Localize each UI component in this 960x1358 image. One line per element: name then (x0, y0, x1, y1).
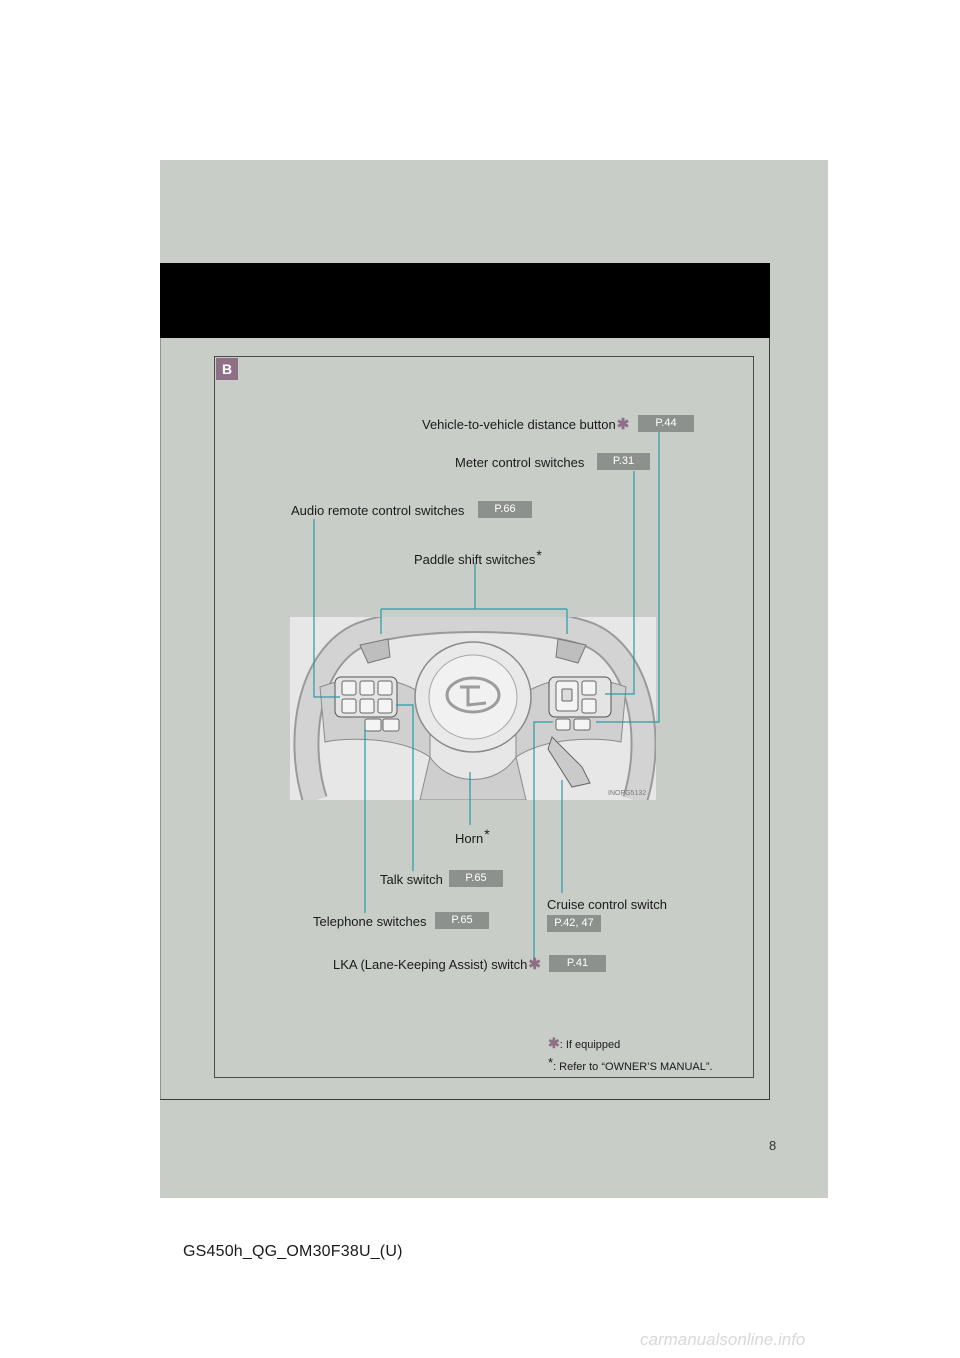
header-band (160, 263, 770, 338)
label-audio-remote: Audio remote control switches (291, 503, 465, 518)
footnote-owners-manual (548, 1056, 713, 1074)
photo-code: INOPG5132 (608, 790, 647, 797)
footnote-if-equipped (548, 1036, 620, 1052)
ref-audio-remote[interactable]: P.66 (478, 501, 532, 518)
owners-manual-mark: * (536, 547, 542, 563)
steering-wheel-illustration (290, 617, 656, 800)
label-vehicle-distance (422, 417, 629, 433)
ref-talk-switch[interactable]: P.65 (449, 870, 503, 887)
label-paddle-shift-text: Paddle shift switches (414, 552, 536, 567)
label-horn (455, 826, 490, 847)
ref-meter-control[interactable]: P.31 (597, 453, 650, 470)
label-lka (333, 957, 541, 973)
label-horn-text: Horn (455, 831, 484, 846)
if-equipped-mark: ✱ (548, 1035, 560, 1051)
frame-rule-right (769, 338, 770, 1100)
footnote-if-equipped-text: : If equipped (559, 1039, 621, 1051)
label-vehicle-distance-text: Vehicle-to-vehicle distance button (422, 417, 616, 432)
footnote-owners-manual-text: : Refer to “OWNER’S MANUAL”. (553, 1061, 713, 1073)
if-equipped-mark: ✱ (528, 956, 541, 973)
document-id: GS450h_QG_OM30F38U_(U) (183, 1243, 403, 1260)
watermark: carmanualsonline.info (640, 1330, 806, 1349)
frame-rule-bottom (160, 1099, 770, 1100)
if-equipped-mark: ✱ (616, 416, 630, 433)
steering-wheel-drawing (290, 617, 656, 800)
ref-telephone[interactable]: P.65 (435, 912, 489, 929)
label-meter-control: Meter control switches (455, 455, 585, 470)
owners-manual-mark: * (548, 1055, 554, 1070)
label-paddle-shift (414, 547, 542, 568)
ref-lka[interactable]: P.41 (549, 955, 606, 972)
ref-cruise-control[interactable]: P.42, 47 (547, 915, 601, 932)
owners-manual-mark: * (484, 826, 490, 842)
label-talk-switch: Talk switch (380, 872, 443, 887)
section-badge: B (216, 358, 238, 380)
frame-rule-left (160, 338, 161, 1100)
page-number: 8 (769, 1138, 777, 1153)
label-lka-text: LKA (Lane-Keeping Assist) switch (333, 957, 528, 972)
label-telephone: Telephone switches (313, 914, 427, 929)
label-cruise-control: Cruise control switch (547, 897, 667, 912)
ref-vehicle-distance[interactable]: P.44 (638, 415, 694, 432)
